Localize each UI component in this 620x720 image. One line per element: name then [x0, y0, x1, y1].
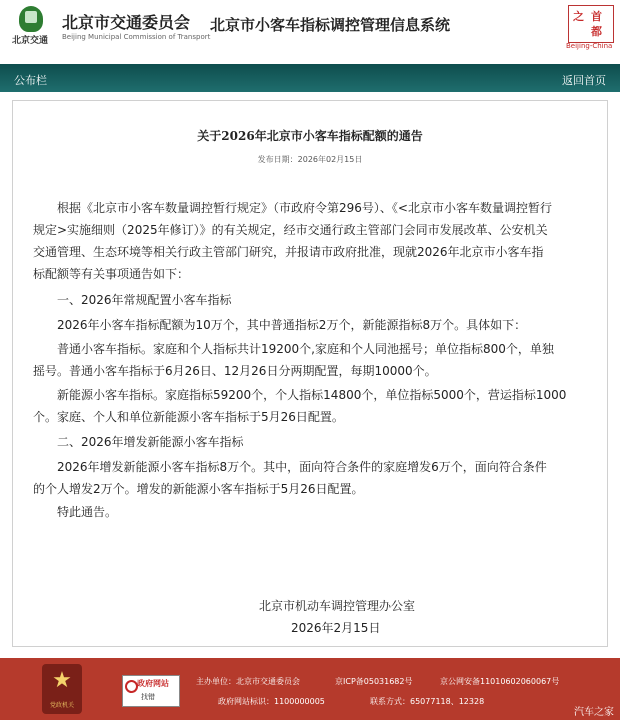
system-title: 北京市小客车指标调控管理信息系统	[210, 16, 451, 34]
notice-line: 根据《北京市小客车数量调控暂行规定》（市政府令第296号）、《<北京市小客车数量调控暂行	[33, 201, 552, 215]
beijing-transport-logo[interactable]	[6, 6, 54, 46]
sponsor-text: 主办单位：北京市交通委员会	[196, 677, 300, 686]
transport-emblem-icon	[19, 6, 43, 32]
gov-site-error-report-button[interactable]	[122, 675, 180, 707]
capital-logo-char-2: 首	[591, 10, 602, 23]
signature-date: 2026年2月15日	[291, 621, 381, 635]
badge-label: 党政机关	[49, 702, 74, 709]
capital-logo	[568, 5, 614, 43]
org-name: 北京市交通委员会	[62, 13, 191, 32]
org-name-en: Beijing Municipal Commission of Transport	[62, 33, 211, 41]
site-header	[0, 0, 620, 52]
notice-line: 标配额等有关事项通告如下：	[33, 267, 190, 281]
nav-bulletin-board[interactable]: 公布栏	[14, 74, 47, 87]
nav-bar	[0, 64, 620, 92]
nav-back-home-link[interactable]: 返回首页	[562, 74, 606, 87]
notice-line: 新能源小客车指标。家庭指标59200个，个人指标14800个，单位指标5000个，营运指标1000	[33, 388, 567, 402]
notice-panel	[12, 100, 608, 647]
icp-link[interactable]: 京ICP备05031682号	[335, 677, 413, 686]
notice-line: 个。家庭、个人和单位新能源小客车指标于5月26日配置。	[33, 410, 344, 424]
site-id-text: 政府网站标识：1100000005	[218, 697, 325, 706]
police-record-link[interactable]: 京公网安备11010602060067号	[440, 677, 560, 686]
notice-line: 摇号。普通小客车指标于6月26日、12月26日分两期配置，每期10000个。	[33, 364, 437, 378]
notice-line: 2026年增发新能源小客车指标8万个。其中，面向符合条件的家庭增发6万个，面向符合条件	[33, 460, 547, 474]
issuing-office: 北京市机动车调控管理办公室	[259, 599, 416, 613]
party-government-badge[interactable]	[42, 664, 82, 714]
notice-line: 普通小客车指标。家庭和个人指标共计19200个,家庭和个人同池摇号；单位指标800个，单独	[33, 342, 554, 356]
logo-caption: 北京交通	[11, 36, 48, 46]
notice-section-heading: 二、2026年增发新能源小客车指标	[33, 435, 244, 449]
site-footer	[0, 658, 620, 720]
contact-text: 联系方式：65077118、12328	[370, 697, 485, 706]
gov-site-label: 政府网站	[137, 679, 169, 688]
capital-logo-char-3: 都	[591, 25, 602, 38]
notice-line: 2026年小客车指标配额为10万个，其中普通指标2万个，新能源指标8万个。具体如下：	[33, 318, 527, 332]
notice-line: 规定>实施细则（2025年修订）》的有关规定，经市交通行政主管部门会同市发展改革、公安机关	[33, 223, 548, 237]
capital-logo-en: Beijing-China	[566, 42, 613, 50]
notice-closing: 特此通告。	[33, 505, 118, 519]
watermark-text: 汽车之家	[574, 707, 614, 718]
notice-section-heading: 一、2026年常规配置小客车指标	[33, 293, 232, 307]
star-icon: ★	[52, 668, 72, 693]
notice-line: 的个人增发2万个。增发的新能源小客车指标于5月26日配置。	[33, 482, 364, 496]
capital-logo-char-1: 之	[573, 10, 584, 23]
find-error-label: 找错	[141, 693, 155, 701]
notice-date: 发布日期：2026年02月15日	[257, 155, 363, 164]
notice-title: 关于2026年北京市小客车指标配额的通告	[197, 129, 423, 143]
notice-line: 交通管理、生态环境等相关行政主管部门研究，并报请市政府批准，现就2026年北京市小客车指	[33, 245, 544, 259]
